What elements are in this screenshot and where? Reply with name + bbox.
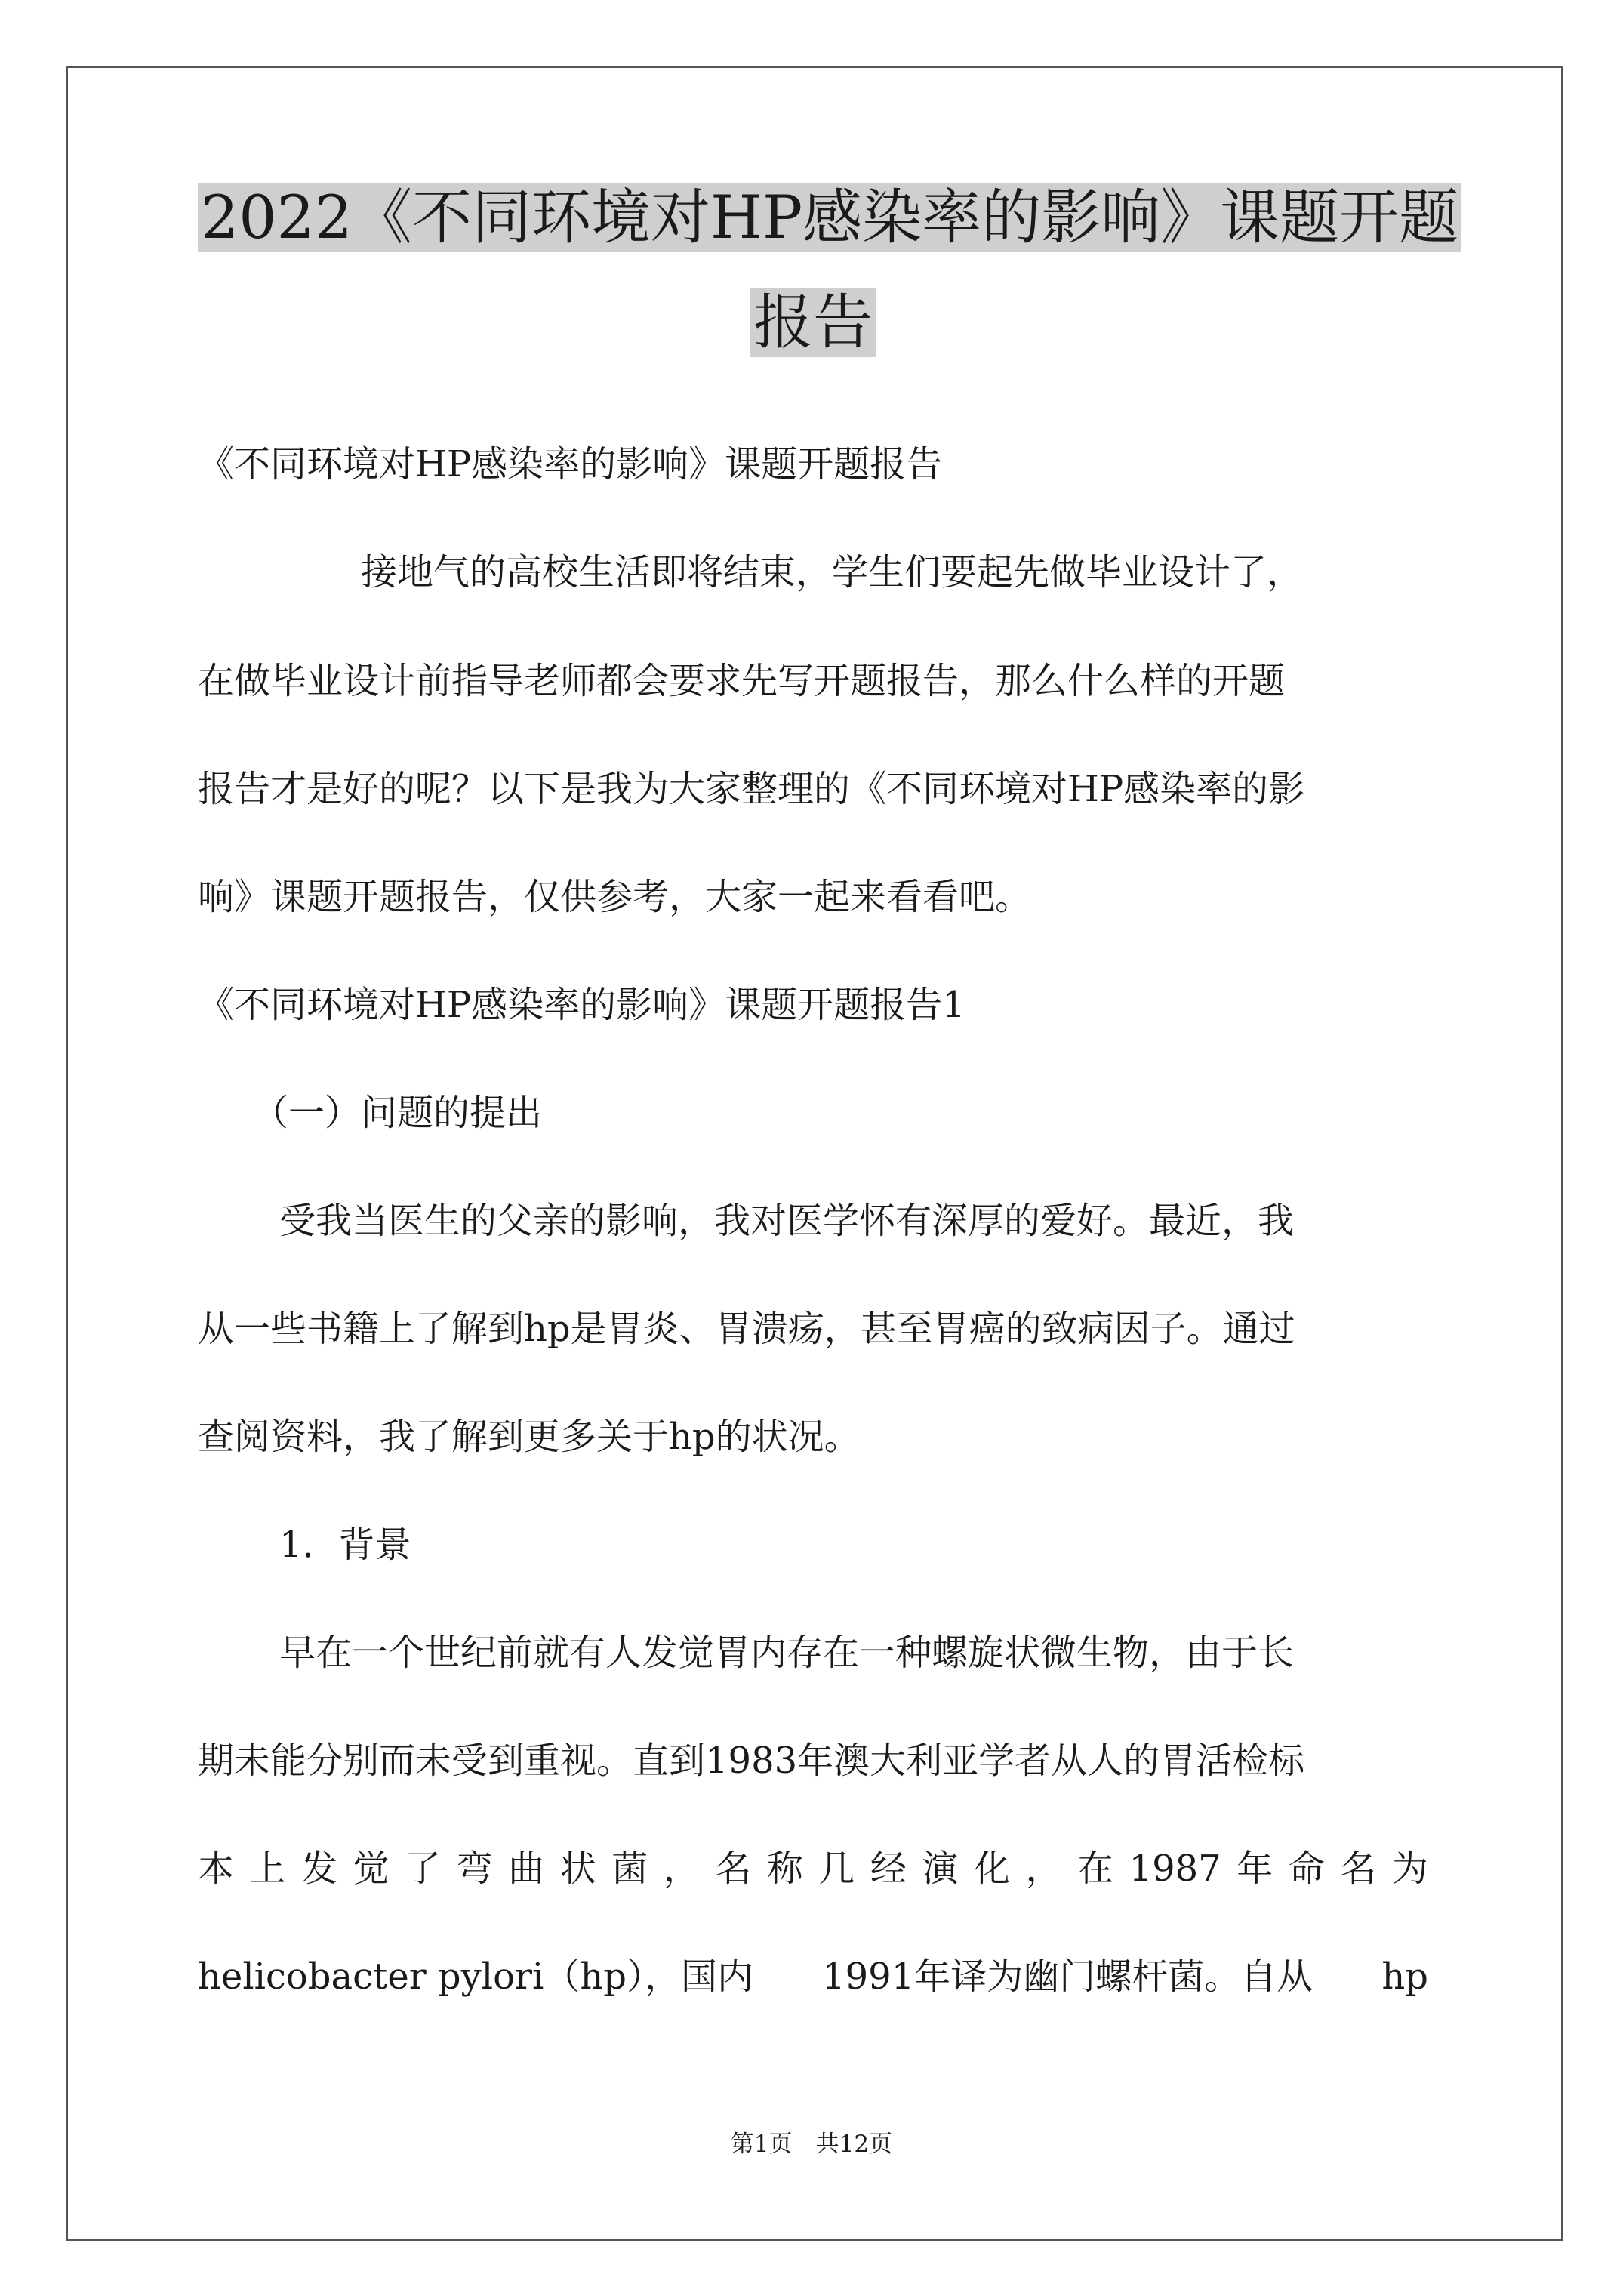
body-paragraph-line: 从一些书籍上了解到hp是胃炎、胃溃疡，甚至胃癌的致病因子。通过 [198,1308,1295,1350]
text-token: 状 [559,1848,596,1890]
subsection-heading: （一）问题的提出 [252,1092,543,1134]
text-token: 了 [405,1848,442,1890]
text-token: 上 [249,1848,286,1890]
text-token: 化 [973,1848,1010,1890]
text-token: 发 [301,1848,338,1890]
document-title-highlight: 2022《不同环境对HP感染率的影响》课题开题 [198,183,1461,252]
text-token: 几 [818,1848,855,1890]
text-token: 演 [922,1848,959,1890]
intro-paragraph-line: 响》课题开题报告，仅供参考，大家一起来看看吧。 [198,876,1032,918]
text-token: 弯 [456,1848,493,1890]
text-token: 曲 [508,1848,545,1890]
body-paragraph-line: 查阅资料，我了解到更多关于hp的状况。 [198,1416,861,1458]
text-token: 命 [1288,1848,1325,1890]
intro-paragraph-line: 报告才是好的呢？以下是我为大家整理的《不同环境对HP感染率的影 [198,768,1305,810]
text-token: 在 [1077,1848,1114,1890]
text-token: 觉 [353,1848,390,1890]
intro-paragraph-line: 在做毕业设计前指导老师都会要求先写开题报告，那么什么样的开题 [198,660,1286,702]
text-token: 本 [198,1848,235,1890]
text-token: 经 [870,1848,907,1890]
body-paragraph-line-justified [198,1842,1428,1895]
text-token: 为 [1391,1848,1428,1890]
text-token: ， [663,1848,700,1890]
text-token: 名 [1340,1848,1377,1890]
subtitle-paragraph: 《不同环境对HP感染率的影响》课题开题报告 [198,443,943,485]
text-token: hp [1381,1955,1428,1998]
text-token: ， [1025,1848,1062,1890]
page-footer: 第1页 共12页 [730,2131,893,2158]
text-token: 名 [715,1848,752,1890]
body-paragraph-line: 早在一个世纪前就有人发觉胃内存在一种螺旋状微生物，由于长 [279,1632,1295,1674]
page-border [66,66,1563,2241]
body-paragraph-line-justified [198,1950,1428,2003]
document-title-line-2 [198,283,1428,362]
body-paragraph-line: 期未能分别而未受到重视。直到1983年澳大利亚学者从人的胃活检标 [198,1740,1305,1782]
document-title-line-1 [198,178,1459,257]
text-token: 1987 [1129,1848,1221,1890]
body-paragraph-line: 受我当医生的父亲的影响，我对医学怀有深厚的爱好。最近，我 [279,1200,1295,1242]
intro-paragraph-line: 接地气的高校生活即将结束，学生们要起先做毕业设计了， [361,551,1304,593]
text-token: 1991年译为幽门螺杆菌。自从 [822,1955,1313,1998]
document-title-highlight: 报告 [750,288,876,357]
text-token: 称 [766,1848,803,1890]
text-token: helicobacter pylori（hp），国内 [198,1955,753,1998]
section-heading: 《不同环境对HP感染率的影响》课题开题报告1 [198,984,965,1026]
text-token: 菌 [611,1848,648,1890]
text-token: 年 [1236,1848,1273,1890]
numbered-heading: 1．背景 [279,1524,411,1566]
